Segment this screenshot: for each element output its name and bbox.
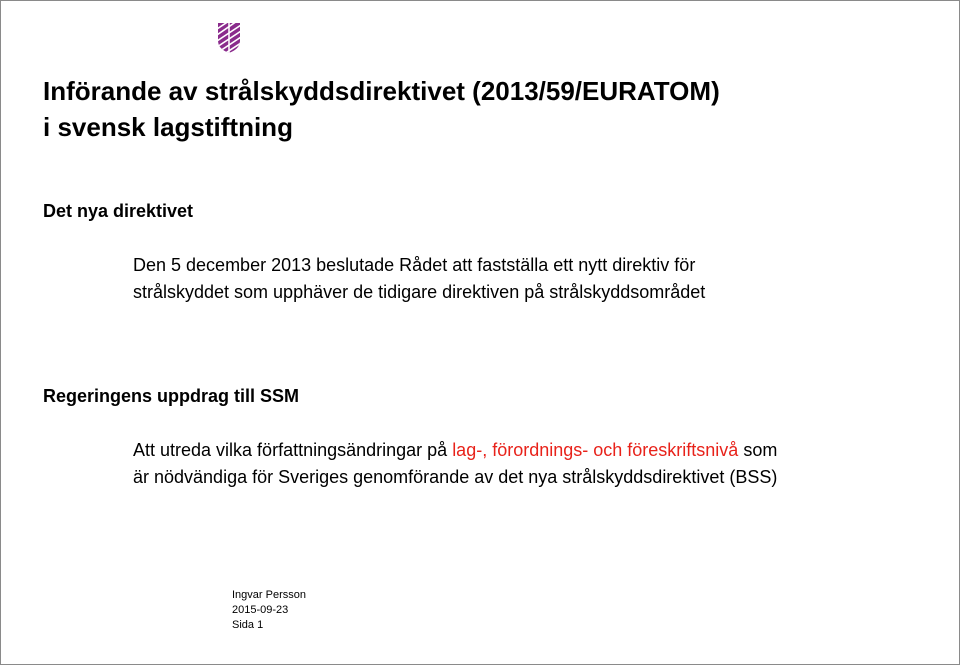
section-text-government-assignment [133,437,933,491]
slide-title [43,73,903,145]
section-text-segment: som [738,440,778,460]
section-heading-new-directive: Det nya direktivet [43,201,194,221]
shield-logo-icon [218,23,240,53]
footer-author: Ingvar Persson [232,589,306,601]
section-text-line: strålskyddet som upphäver de tidigare direktiven på strålskyddsområdet [133,282,706,302]
section-text-new-directive [133,252,933,306]
section-text-segment: Att utreda vilka författningsändringar på [133,440,453,460]
section-heading-government-assignment: Regeringens uppdrag till SSM [43,386,300,406]
section-text-line: Den 5 december 2013 beslutade Rådet att fastställa ett nytt direktiv för [133,255,696,275]
footer [232,588,306,633]
section-text-line: är nödvändiga för Sveriges genomförande av det nya strålskyddsdirektivet (BSS) [133,467,778,487]
slide-title-line2: i svensk lagstiftning [43,112,293,142]
slide-title-line1: Införande av strålskyddsdirektivet (2013/59/EURATOM) [43,76,720,106]
footer-page-number: Sida 1 [232,619,264,631]
highlighted-text: lag-, förordnings- och föreskriftsnivå [452,440,739,460]
footer-date: 2015-09-23 [232,604,289,616]
